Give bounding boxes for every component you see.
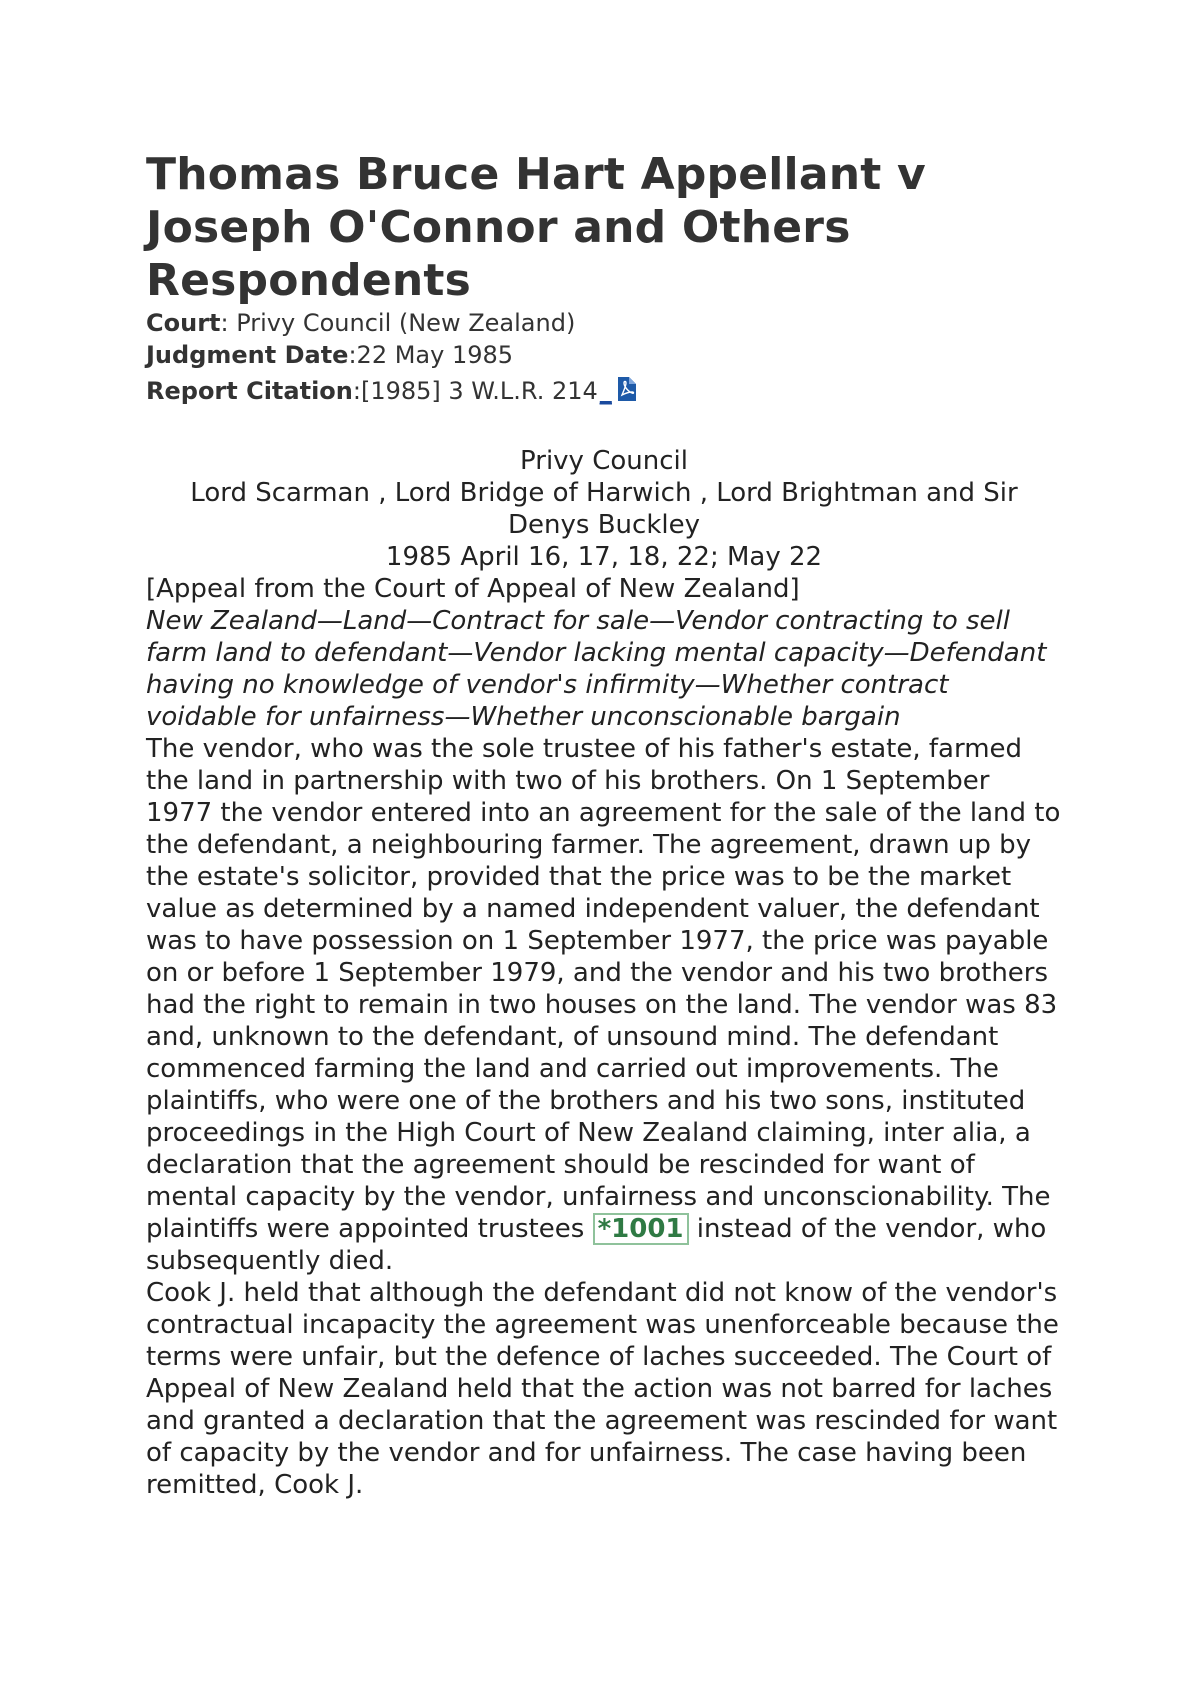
- judges-line: Lord Scarman , Lord Bridge of Harwich , Lord Brightman and Sir Denys Buckley: [190, 478, 1018, 540]
- judgment-date-label: Judgment Date: [146, 341, 349, 369]
- court-row: Court: Privy Council (New Zealand): [146, 309, 576, 337]
- judgment-date-value: 22 May 1985: [356, 341, 514, 369]
- headnote-text-2: instead of the vendor, who subsequently died.: [146, 1214, 1047, 1276]
- document-page: [146, 148, 1062, 1501]
- court-label: Court: [146, 309, 221, 337]
- court-heading: Privy Council: [520, 446, 688, 476]
- hearing-dates: 1985 April 16, 17, 18, 22; May 22: [385, 542, 823, 572]
- judgment-date-row: Judgment Date:22 May 1985: [146, 341, 514, 369]
- citation-link[interactable]: _: [599, 377, 612, 405]
- court-value: Privy Council (New Zealand): [236, 309, 576, 337]
- case-title: Thomas Bruce Hart Appellant v Joseph O'Connor and Others Respondents: [146, 149, 926, 306]
- report-citation-row: Report Citation:[1985] 3 W.L.R. 214_: [146, 375, 1062, 409]
- headnote-paragraph-2: Cook J. held that although the defendant did not know of the vendor's contractual incapacity the agreement was unenforceable because the terms were unfair, but the defence of laches succeeded. The Court of Appeal of New Zealand held that the action was not barred for laches and granted a declaration that the agreement was rescinded for want of capacity by the vendor and for unfairness. The case having been remitted, Cook J.: [146, 1278, 1059, 1500]
- pdf-icon[interactable]: [616, 377, 636, 409]
- headnote-paragraph-1: [146, 733, 1062, 1277]
- report-citation-value: [1985] 3 W.L.R. 214: [360, 377, 598, 405]
- report-citation-label: Report Citation: [146, 377, 353, 405]
- page-marker[interactable]: *1001: [593, 1213, 689, 1245]
- appeal-line: [Appeal from the Court of Appeal of New Zealand]: [146, 574, 800, 604]
- headnote-text-1: The vendor, who was the sole trustee of his father's estate, farmed the land in partnership with two of his brothers. On 1 September 1977 the vendor entered into an agreement for the sale of the land to the defendant, a neighbouring farmer. The agreement, drawn up by the estate's solicitor, provided that the price was to be the market value as determined by a named independent valuer, the defendant was to have possession on 1 September 1977, the price was payable on or before 1 September 1979, and the vendor and his two brothers had the right to remain in two houses on the land. The vendor was 83 and, unknown to the defendant, of unsound mind. The defendant commenced farming the land and carried out improvements. The plaintiffs, who were one of the brothers and his two sons, instituted proceedings in the High Court of New Zealand claiming, inter alia, a declaration that the agreement should be rescinded for want of mental capacity by the vendor, unfairness and unconscionability. The plaintiffs were appointed trustees: [146, 734, 1061, 1244]
- catchwords: New Zealand—Land—Contract for sale—Vendor contracting to sell farm land to defendant—Vendor lacking mental capacity—Defendant having no knowledge of vendor's infirmity—Whether contract voidable for unfairness—Whether unconscionable bargain: [146, 606, 1047, 732]
